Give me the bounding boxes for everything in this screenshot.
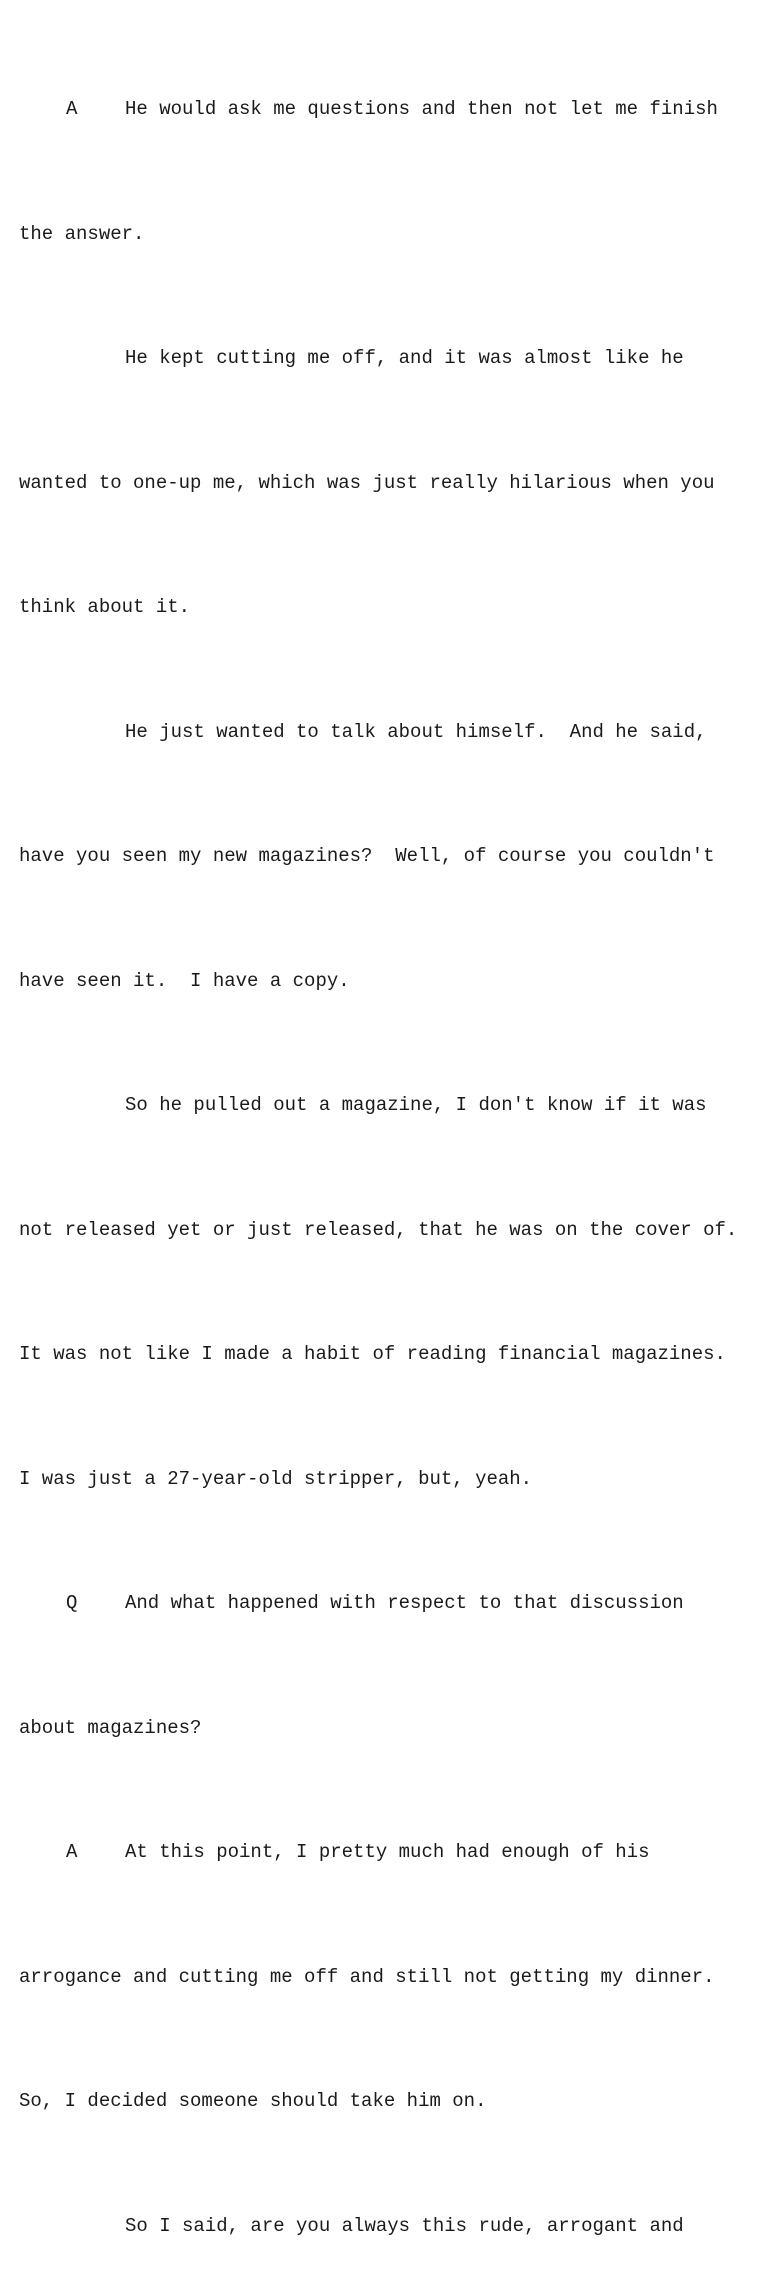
transcript-line: wanted to one-up me, which was just really hilarious when you [19,471,715,494]
line-text: And what happened with respect to that discussion [125,1592,684,1614]
transcript-line [19,1832,764,1874]
transcript-line [19,1583,764,1625]
transcript-line: the answer. [19,222,145,245]
transcript-line: So he pulled out a magazine, I don't know if it was [125,1094,707,1116]
transcript-line: arrogance and cutting me off and still not getting my dinner. [19,1965,715,1988]
line-text: He would ask me questions and then not let me finish [125,98,718,120]
transcript-line: think about it. [19,596,191,618]
transcript-page [19,6,764,2289]
speaker-label: Q [66,1592,78,1614]
transcript-line: So I said, are you always this rude, arrogant and [125,2214,684,2237]
speaker-label: A [66,1841,78,1863]
transcript-line: not released yet or just released, that he was on the cover of. [19,1218,738,1241]
transcript-line: It was not like I made a habit of reading financial magazines. [19,1343,726,1365]
speaker-label: A [66,98,78,120]
transcript-line: So, I decided someone should take him on. [19,2090,487,2112]
transcript-line: I was just a 27-year-old stripper, but, yeah. [19,1467,533,1490]
transcript-line: He just wanted to talk about himself. And he said, [125,720,707,743]
transcript-line: about magazines? [19,1716,202,1739]
transcript-line [19,89,764,131]
line-text: At this point, I pretty much had enough of his [125,1841,650,1863]
transcript-line: have seen it. I have a copy. [19,969,350,992]
transcript-line: He kept cutting me off, and it was almost like he [125,347,684,369]
transcript-line: have you seen my new magazines? Well, of course you couldn't [19,845,715,867]
